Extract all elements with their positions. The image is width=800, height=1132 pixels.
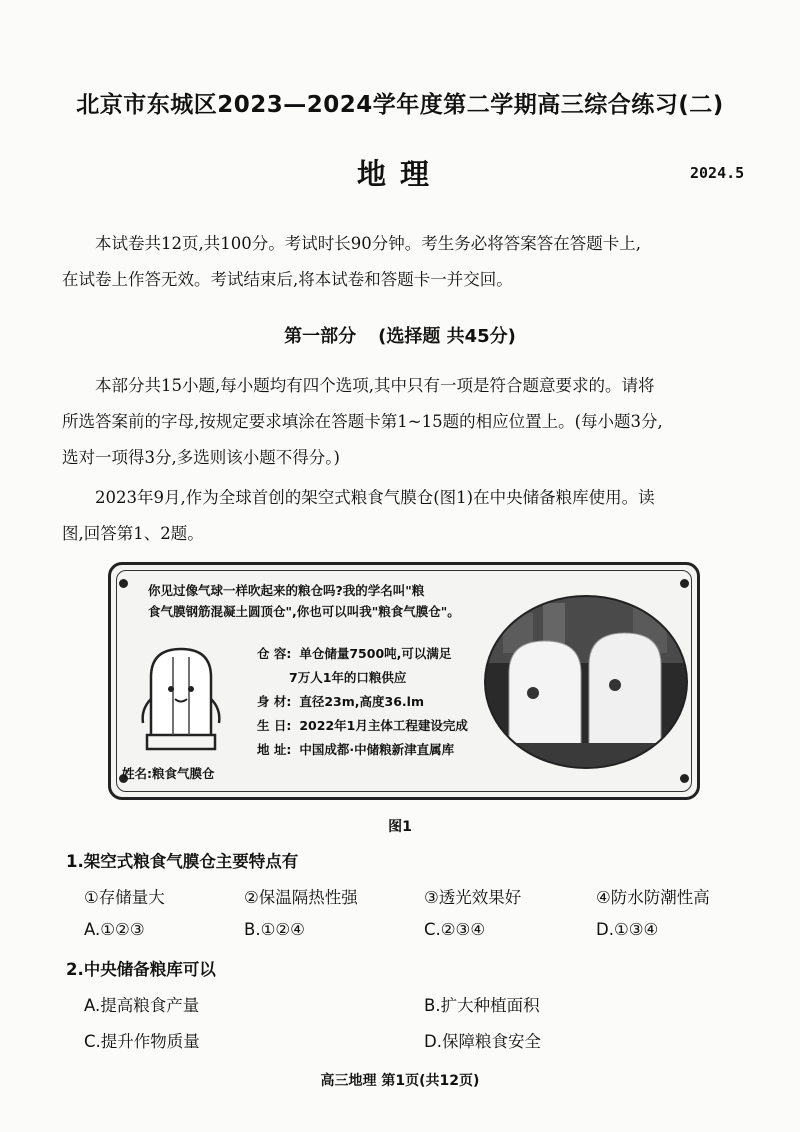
page-footer: 高三地理 第1页(共12页)	[320, 1073, 480, 1089]
info-value: 单仓储量7500吨,可以满足	[299, 646, 452, 661]
info-row-capacity-cont	[289, 668, 406, 686]
q1-statement-1: ①存储量大	[84, 888, 165, 907]
q1-option-a[interactable]: A.①②③	[84, 920, 145, 939]
info-key: 生 日:	[257, 718, 292, 733]
part-one-desc-line-1: 本部分共15小题,每小题均有四个选项,其中只有一项是符合题意要求的。请将	[95, 376, 655, 395]
bolt-icon	[119, 579, 128, 588]
granary-mascot-icon	[133, 643, 229, 753]
part-one-heading	[0, 322, 800, 348]
info-key: 仓 容:	[257, 646, 292, 661]
q2-option-d[interactable]: D.保障粮食安全	[424, 1032, 541, 1051]
info-row-capacity	[257, 644, 451, 662]
part-one-title: 第一部分	[284, 326, 357, 347]
question-1-stem: 1.架空式粮食气膜仓主要特点有	[66, 852, 299, 871]
info-key: 地 址:	[257, 742, 292, 757]
instructions-line-2: 在试卷上作答无效。考试结束后,将本试卷和答题卡一并交回。	[62, 270, 513, 289]
info-value: 直径23m,高度36.lm	[299, 694, 424, 709]
info-value: 2022年1月主体工程建设完成	[299, 718, 468, 733]
q2-option-c[interactable]: C.提升作物质量	[84, 1032, 200, 1051]
passage	[62, 480, 750, 552]
part-one-description	[62, 368, 750, 476]
info-value: 中国成都·中储粮新津直属库	[299, 742, 455, 757]
bolt-icon	[680, 579, 689, 588]
figure-intro	[148, 580, 508, 622]
q1-option-d[interactable]: D.①③④	[596, 920, 659, 939]
info-row-address	[257, 740, 454, 758]
instructions-line-1: 本试卷共12页,共100分。考试时长90分钟。考生务必将答案答在答题卡上,	[95, 234, 641, 253]
q1-option-b[interactable]: B.①②④	[244, 920, 305, 939]
exam-title: 北京市东城区2023—2024学年度第二学期高三综合练习(二)	[76, 92, 724, 118]
info-key: 身 材:	[257, 694, 292, 709]
part-one-desc-line-2: 所选答案前的字母,按规定要求填涂在答题卡第1~15题的相应位置上。(每小题3分,	[62, 412, 663, 431]
q2-option-a[interactable]: A.提高粮食产量	[84, 996, 200, 1015]
q1-statement-4: ④防水防潮性高	[596, 888, 710, 907]
figure-intro-line-2: 食气膜钢筋混凝土圆顶仓",你也可以叫我"粮食气膜仓"。	[148, 604, 460, 619]
figure-intro-line-1: 你见过像气球一样吹起来的粮仓吗?我的学名叫"粮	[148, 583, 425, 598]
q2-option-b[interactable]: B.扩大种植面积	[424, 996, 540, 1015]
bolt-icon	[680, 774, 689, 783]
info-row-birthday	[257, 716, 468, 734]
figure-caption: 图1	[388, 819, 412, 835]
info-row-size	[257, 692, 424, 710]
passage-line-1: 2023年9月,作为全球首创的架空式粮食气膜仓(图1)在中央储备粮库使用。读	[95, 488, 655, 507]
part-one-subtitle: (选择题 共45分)	[378, 326, 516, 347]
passage-line-2: 图,回答第1、2题。	[62, 524, 204, 543]
subject-title: 地理	[356, 157, 443, 191]
part-one-desc-line-3: 选对一项得3分,多选则该小题不得分。)	[62, 448, 340, 467]
exam-date: 2024.5	[690, 164, 745, 182]
question-2-stem: 2.中央储备粮库可以	[66, 960, 216, 979]
instructions	[62, 226, 750, 298]
q1-statement-2: ②保温隔热性强	[244, 888, 358, 907]
mascot-name-label: 姓名:粮食气膜仓	[122, 766, 215, 781]
info-value: 7万人1年的口粮供应	[289, 670, 407, 685]
q1-statement-3: ③透光效果好	[424, 888, 522, 907]
q1-option-c[interactable]: C.②③④	[424, 920, 486, 939]
granary-photo	[483, 593, 689, 771]
